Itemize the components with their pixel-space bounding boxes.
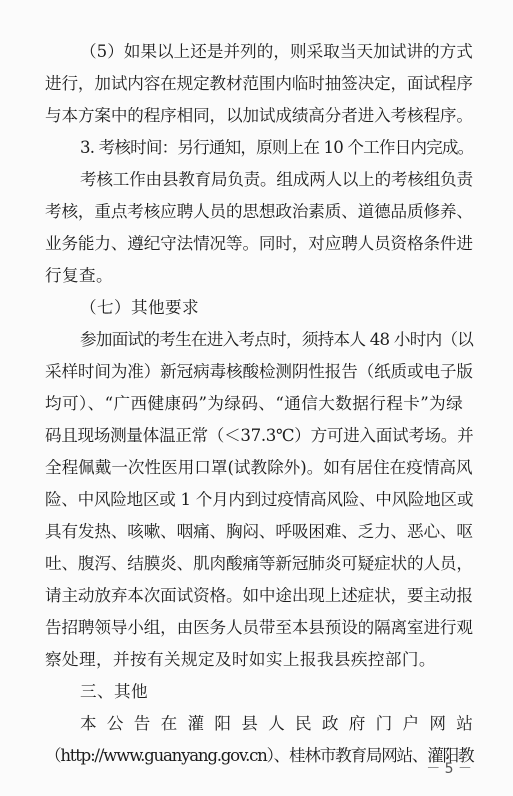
- text-line-11: 采样时间为准）新冠病毒核酸检测阴性报告（纸质或电子版: [45, 362, 473, 381]
- text-line-6: 考核，重点考核应聘人员的思想政治素质、道德品质修养、: [45, 202, 473, 221]
- text-line-19: 告招聘领导小组，由医务人员带至本县预设的隔离室进行观: [45, 618, 473, 637]
- text-line-3: 与本方案中的程序相同，以加试成绩高分者进入考核程序。: [45, 106, 473, 125]
- text-line-13: 码且现场测量体温正常（＜37.3℃）方可进入面试考场。并: [45, 426, 474, 445]
- text-line-14: 全程佩戴一次性医用口罩(试教除外)。如有居住在疫情高风: [45, 458, 473, 477]
- section-heading-other-requirements: （七）其他要求: [80, 298, 199, 317]
- text-line-4: 3. 考核时间：另行通知，原则上在 10 个工作日内完成。: [80, 138, 474, 157]
- text-line-5: 考核工作由县教育局负责。组成两人以上的考核组负责: [80, 170, 473, 189]
- text-line-22: 本 公 告 在 灌 阳 县 人 民 政 府 门 户 网 站: [80, 714, 473, 733]
- text-line-10: 参加面试的考生在进入考点时，须持本人 48 小时内（以: [80, 330, 474, 349]
- text-line-12: 均可）、“广西健康码”为绿码、“通信大数据行程卡”为绿: [45, 394, 464, 413]
- text-line-2: 进行，加试内容在规定教材范围内临时抽签决定，面试程序: [45, 74, 473, 93]
- text-line-20: 察处理，并按有关规定及时如实上报我县疾控部门。: [45, 650, 436, 669]
- text-line-7: 业务能力、遵纪守法情况等。同时，对应聘人员资格条件进: [45, 234, 473, 253]
- text-line-18: 请主动放弃本次面试资格。如中途出现上述症状，要主动报: [45, 586, 473, 605]
- text-line-8: 行复查。: [45, 266, 113, 285]
- text-line-17: 吐、腹泻、结膜炎、肌肉酸痛等新冠肺炎可疑症状的人员，: [45, 554, 473, 573]
- section-heading-other: 三、其他: [80, 682, 148, 701]
- text-line-16: 具有发热、咳嗽、咽痛、胸闷、呼吸困难、乏力、恶心、呕: [45, 522, 473, 541]
- page-number: － 5 －: [426, 761, 472, 777]
- text-line-15: 险、中风险地区或 1 个月内到过疫情高风险、中风险地区或: [45, 490, 474, 509]
- text-line-23: （http://www.guanyang.gov.cn）、桂林市教育局网站、灌阳教: [45, 746, 474, 765]
- text-line-1: （5）如果以上还是并列的，则采取当天加试讲的方式: [80, 42, 473, 61]
